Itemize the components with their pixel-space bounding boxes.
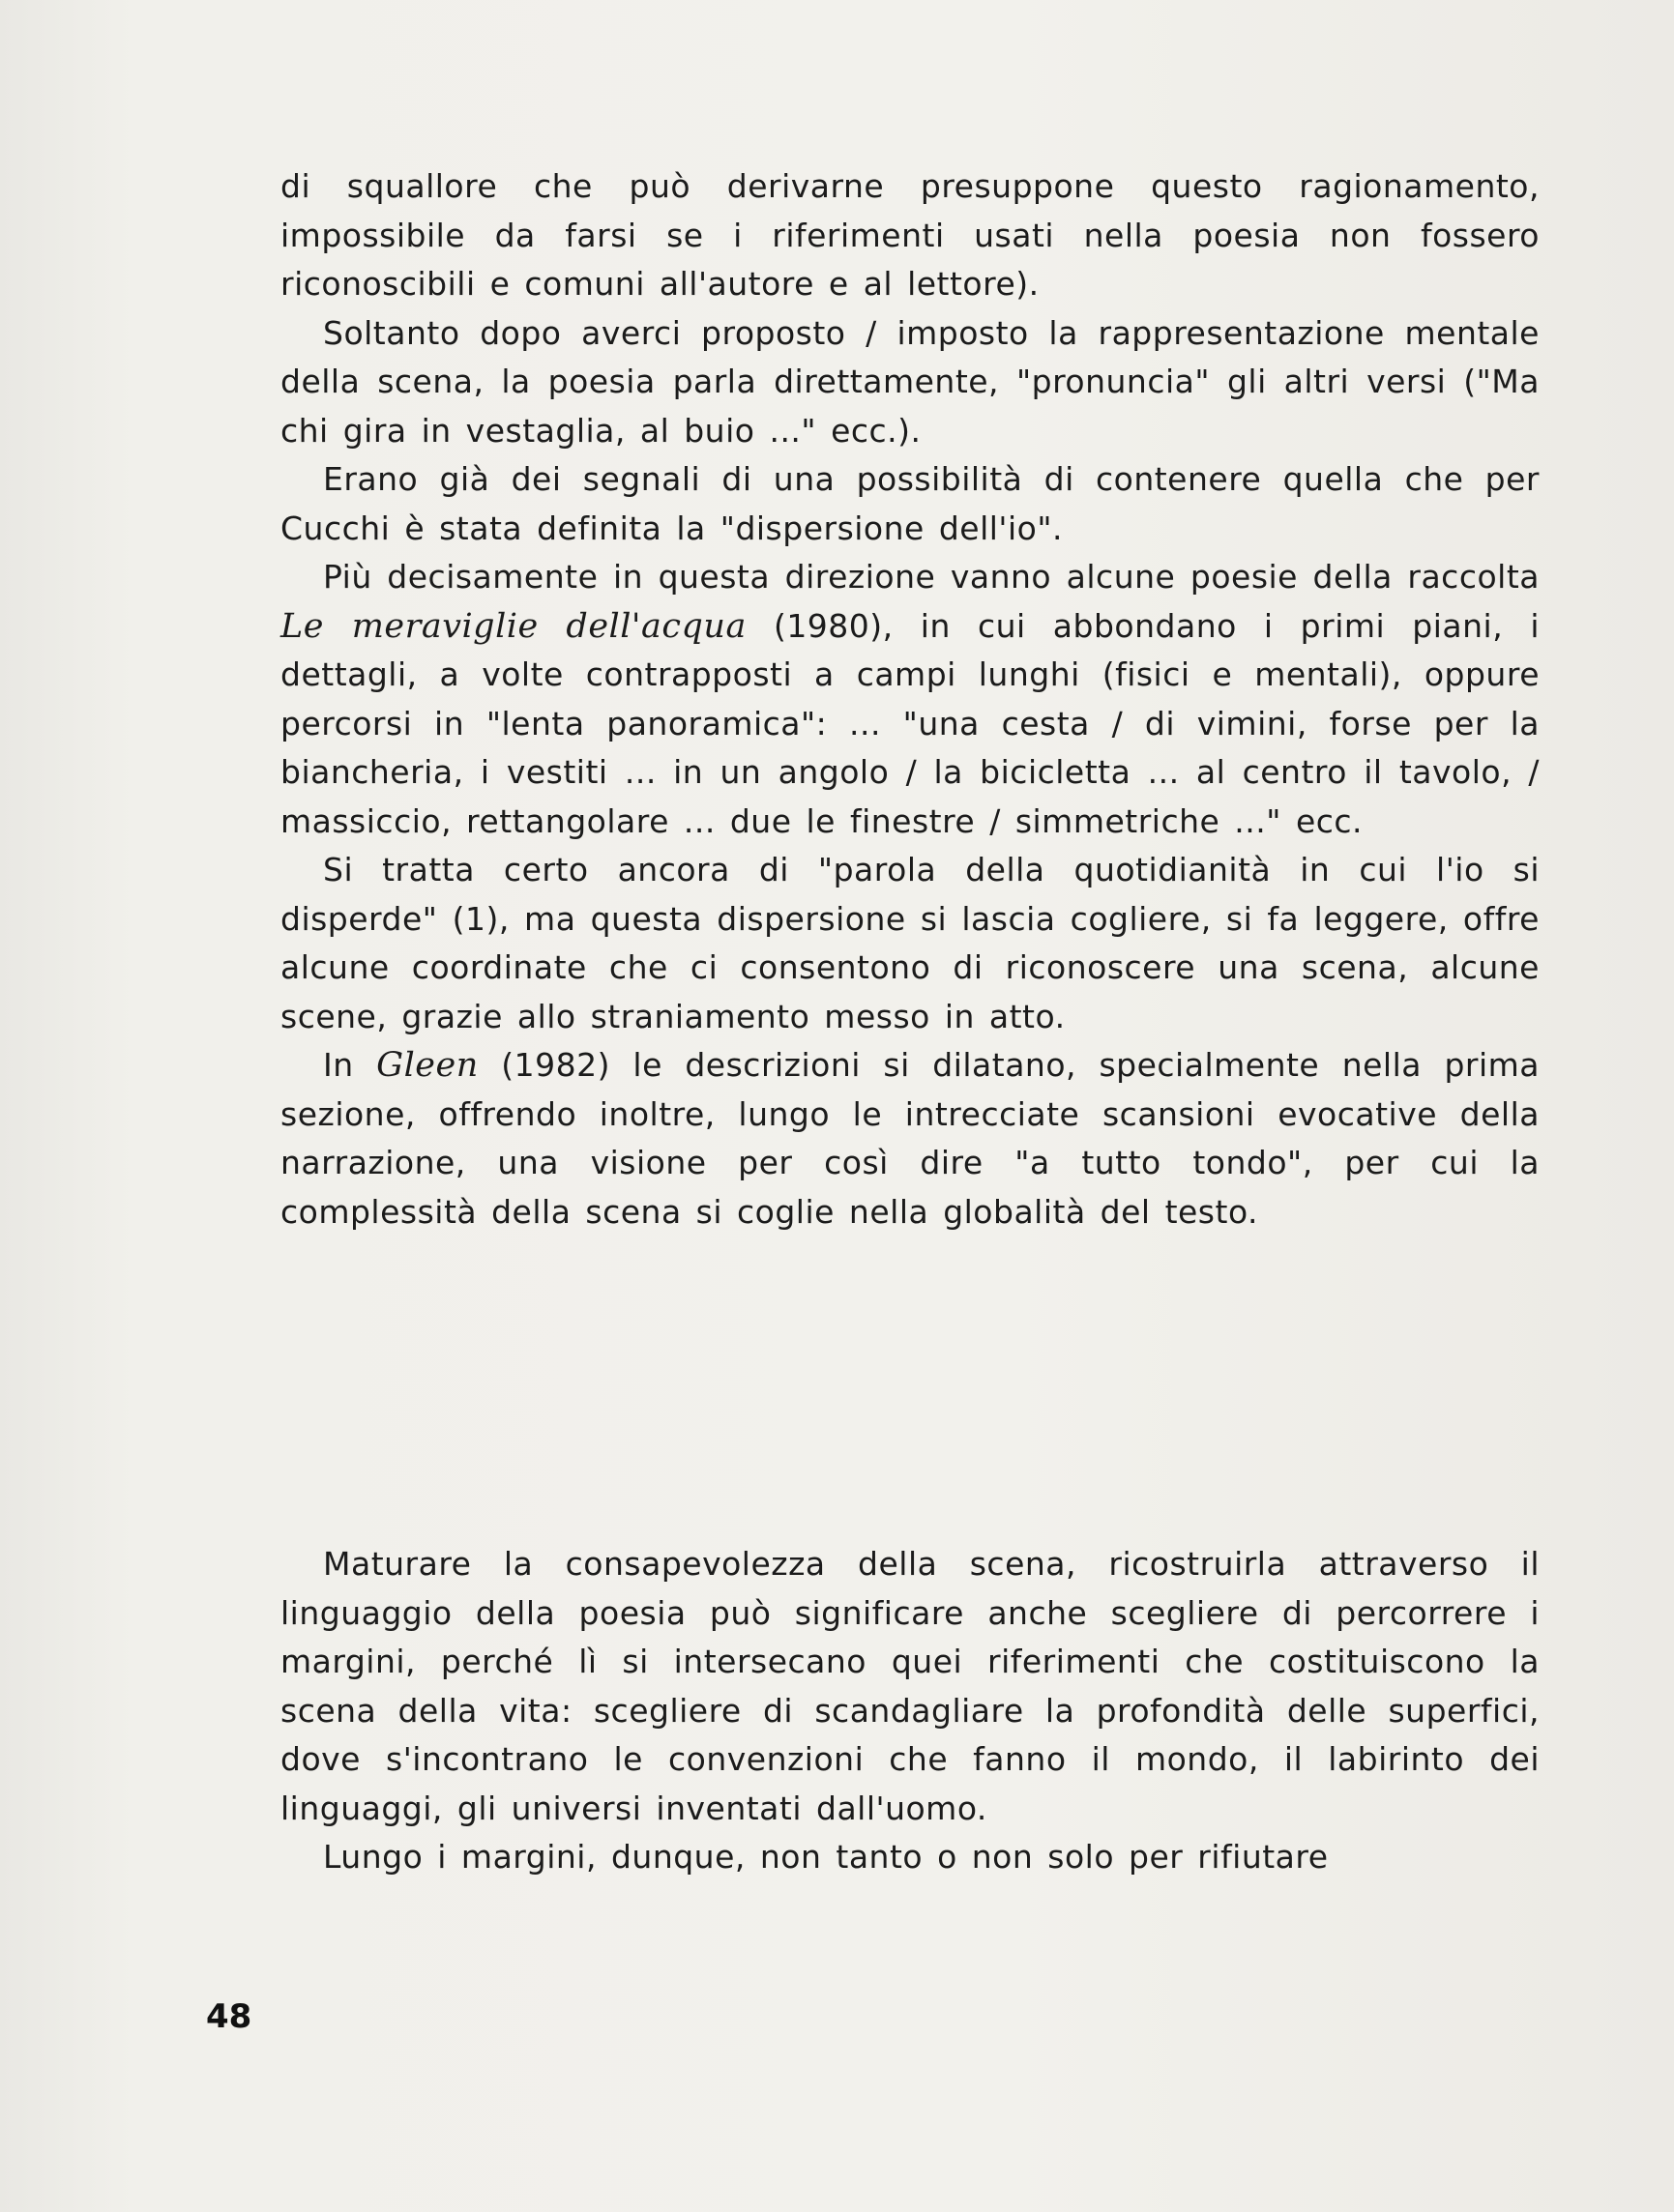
text-section-lower (280, 1540, 1540, 1882)
paragraph-margini: Maturare la consapevolezza della scena, ricostruirla attraverso il linguaggio della poesia può significare anche scegliere di percorrere i margini, perché lì si intersecano quei riferimenti che costituiscono la scena della vita: scegliere di scandagliare la profondità delle superfici, dove s'incontrano le convenzioni che fanno il mondo, il labirinto dei linguaggi, gli universi inventati dall'uomo. (280, 1545, 1540, 1827)
paragraph-scene: Soltanto dopo averci proposto / imposto la rappresentazione mentale della scena, la poesia parla direttamente, "pronuncia" gli altri versi ("Ma chi gira in vestaglia, al buio ..." ecc.). (280, 313, 1540, 450)
page-number: 48 (206, 1997, 252, 2036)
paragraph-continuation: di squallore che può derivarne presuppone questo ragionamento, impossibile da farsi se i riferimenti usati nella poesia non fossero riconoscibili e comuni all'autore e al lettore). (280, 167, 1540, 303)
paragraph-text: Più decisamente in questa direzione vanno alcune poesie della raccolta (323, 558, 1540, 596)
paragraph-text: In (323, 1046, 377, 1084)
paragraph-text: (1980), in cui abbondano i primi piani, i dettagli, a volte contrapposti a campi lunghi (fisici e mentali), oppure percorsi in "lenta panoramica": ... "una cesta / di vimini, forse per la biancheria, i vestiti ... in un angolo / la bicicletta ... al centro il tavolo, / massiccio, rettangolare ... due le finestre / simmetriche ..." ecc. (280, 606, 1540, 840)
paragraph-text: (1982) le descrizioni si dilatano, specialmente nella prima sezione, offrendo inoltre, lungo le intrecciate scansioni evocative della narrazione, una visione per così dire "a tutto tondo", per cui la complessità della scena si coglie nella globalità del testo. (280, 1046, 1540, 1231)
paragraph-quotidianita: Si tratta certo ancora di "parola della quotidianità in cui l'io si disperde" (1), ma questa dispersione si lascia cogliere, si fa leggere, offre alcune coordinate che ci consentono di riconoscere una scena, alcune scene, grazie allo straniamento messo in atto. (280, 851, 1540, 1035)
book-title: Le meraviglie dell'acqua (280, 606, 747, 646)
paragraph-gleen (280, 1041, 1540, 1237)
paragraph-dispersione: Erano già dei segnali di una possibilità di contenere quella che per Cucchi è stata definita la "dispersione dell'io". (280, 460, 1540, 547)
paragraph-lungo: Lungo i margini, dunque, non tanto o non solo per rifiutare (323, 1838, 1329, 1876)
paragraph-meraviglie (280, 553, 1540, 846)
text-section-upper (280, 162, 1540, 1237)
book-title: Gleen (376, 1046, 479, 1085)
